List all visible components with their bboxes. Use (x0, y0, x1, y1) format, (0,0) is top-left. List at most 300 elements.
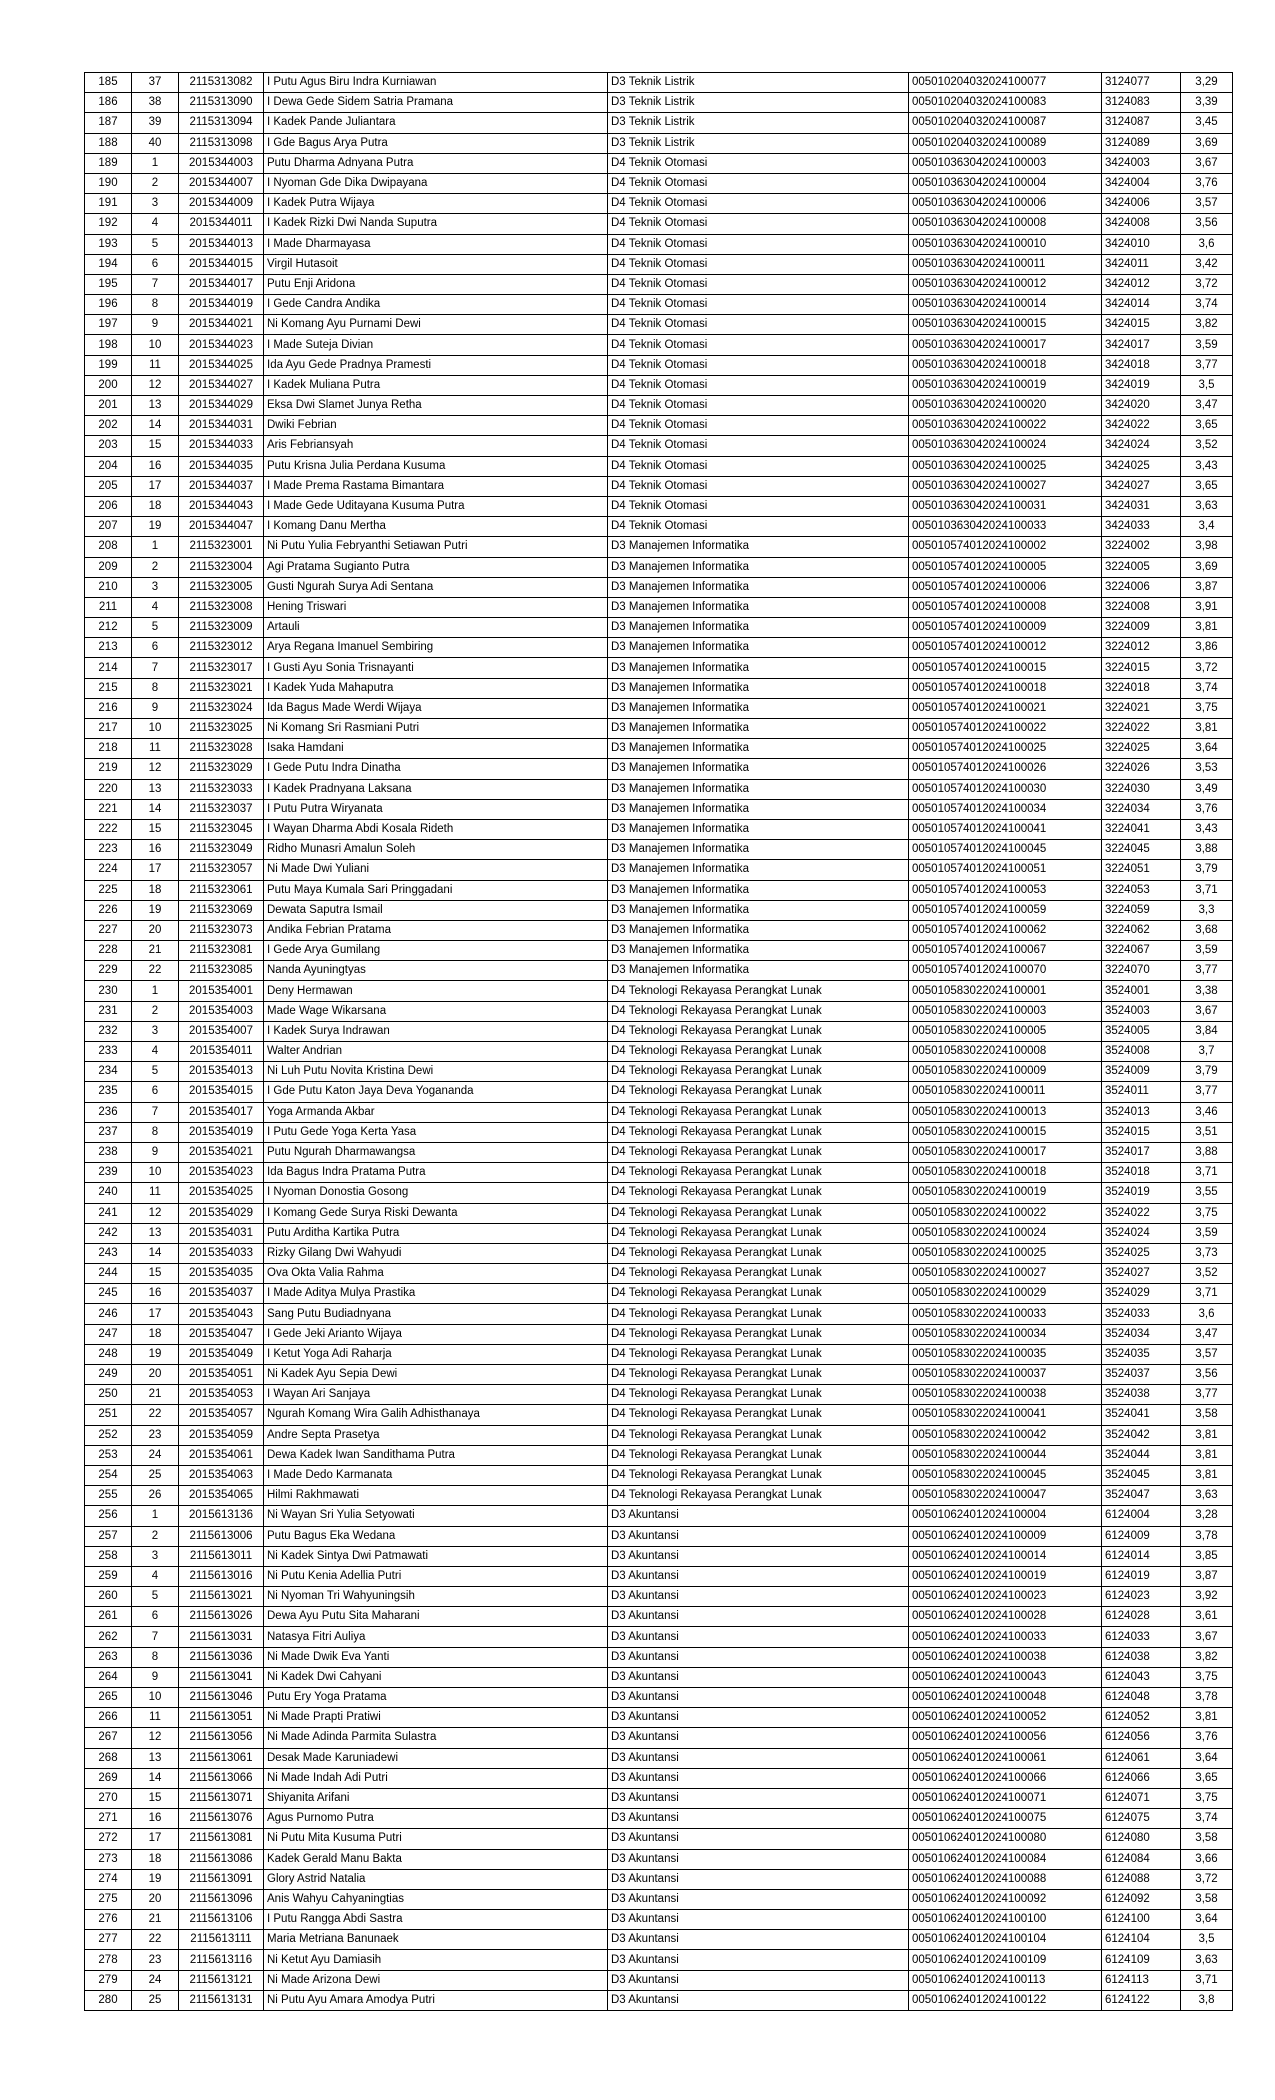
study-program-cell: D3 Akuntansi (608, 1546, 909, 1566)
group-number-cell: 12 (132, 759, 179, 779)
gpa-cell: 3,71 (1181, 880, 1233, 900)
registration-number-cell: 6124066 (1102, 1768, 1181, 1788)
student-name-cell: Ni Kadek Sintya Dwi Patmawati (264, 1546, 608, 1566)
row-number-cell: 187 (85, 113, 132, 133)
row-number-cell: 249 (85, 1365, 132, 1385)
certificate-number-cell: 005010583022024100045 (909, 1465, 1102, 1485)
student-id-cell: 2115613121 (179, 1970, 264, 1990)
row-number-cell: 219 (85, 759, 132, 779)
registration-number-cell: 6124004 (1102, 1506, 1181, 1526)
row-number-cell: 268 (85, 1748, 132, 1768)
registration-number-cell: 3124089 (1102, 133, 1181, 153)
certificate-number-cell: 005010583022024100017 (909, 1142, 1102, 1162)
study-program-cell: D3 Manajemen Informatika (608, 678, 909, 698)
group-number-cell: 10 (132, 1688, 179, 1708)
gpa-cell: 3,46 (1181, 1102, 1233, 1122)
group-number-cell: 14 (132, 1243, 179, 1263)
study-program-cell: D3 Manajemen Informatika (608, 597, 909, 617)
certificate-number-cell: 005010363042024100012 (909, 274, 1102, 294)
certificate-number-cell: 005010583022024100018 (909, 1163, 1102, 1183)
student-id-cell: 2115613116 (179, 1950, 264, 1970)
group-number-cell: 23 (132, 1950, 179, 1970)
student-id-cell: 2115613066 (179, 1768, 264, 1788)
table-row (85, 1163, 1233, 1183)
student-name-cell: I Wayan Ari Sanjaya (264, 1385, 608, 1405)
student-id-cell: 2115323085 (179, 961, 264, 981)
registration-number-cell: 3424012 (1102, 274, 1181, 294)
gpa-cell: 3,77 (1181, 1082, 1233, 1102)
certificate-number-cell: 005010583022024100025 (909, 1243, 1102, 1263)
certificate-number-cell: 005010363042024100003 (909, 153, 1102, 173)
certificate-number-cell: 005010583022024100003 (909, 1001, 1102, 1021)
study-program-cell: D3 Manajemen Informatika (608, 759, 909, 779)
study-program-cell: D3 Manajemen Informatika (608, 920, 909, 940)
row-number-cell: 253 (85, 1445, 132, 1465)
row-number-cell: 220 (85, 779, 132, 799)
gpa-cell: 3,6 (1181, 234, 1233, 254)
student-id-cell: 2115613016 (179, 1566, 264, 1586)
gpa-cell: 3,77 (1181, 355, 1233, 375)
study-program-cell: D3 Manajemen Informatika (608, 941, 909, 961)
row-number-cell: 270 (85, 1788, 132, 1808)
table-row (85, 1486, 1233, 1506)
group-number-cell: 14 (132, 799, 179, 819)
registration-number-cell: 3224012 (1102, 638, 1181, 658)
certificate-number-cell: 005010204032024100087 (909, 113, 1102, 133)
row-number-cell: 262 (85, 1627, 132, 1647)
study-program-cell: D3 Akuntansi (608, 1930, 909, 1950)
table-row (85, 1062, 1233, 1082)
registration-number-cell: 6124122 (1102, 1990, 1181, 2010)
registration-number-cell: 3224041 (1102, 819, 1181, 839)
student-id-cell: 2115323012 (179, 638, 264, 658)
certificate-number-cell: 005010624012024100052 (909, 1708, 1102, 1728)
student-name-cell: Arya Regana Imanuel Sembiring (264, 638, 608, 658)
row-number-cell: 227 (85, 920, 132, 940)
student-name-cell: I Dewa Gede Sidem Satria Pramana (264, 93, 608, 113)
group-number-cell: 15 (132, 1264, 179, 1284)
student-id-cell: 2015354003 (179, 1001, 264, 1021)
row-number-cell: 209 (85, 557, 132, 577)
gpa-cell: 3,71 (1181, 1163, 1233, 1183)
certificate-number-cell: 005010574012024100026 (909, 759, 1102, 779)
table-row (85, 214, 1233, 234)
table-row (85, 436, 1233, 456)
student-id-cell: 2115323049 (179, 840, 264, 860)
registration-number-cell: 6124100 (1102, 1910, 1181, 1930)
group-number-cell: 2 (132, 1001, 179, 1021)
row-number-cell: 189 (85, 153, 132, 173)
gpa-cell: 3,75 (1181, 1203, 1233, 1223)
student-id-cell: 2115323057 (179, 860, 264, 880)
registration-number-cell: 3424031 (1102, 496, 1181, 516)
row-number-cell: 196 (85, 295, 132, 315)
row-number-cell: 251 (85, 1405, 132, 1425)
table-row (85, 698, 1233, 718)
row-number-cell: 199 (85, 355, 132, 375)
student-id-cell: 2115613086 (179, 1849, 264, 1869)
table-row (85, 1526, 1233, 1546)
row-number-cell: 239 (85, 1163, 132, 1183)
group-number-cell: 15 (132, 436, 179, 456)
certificate-number-cell: 005010624012024100019 (909, 1566, 1102, 1586)
certificate-number-cell: 005010624012024100113 (909, 1970, 1102, 1990)
group-number-cell: 11 (132, 739, 179, 759)
table-row (85, 1910, 1233, 1930)
registration-number-cell: 3524034 (1102, 1324, 1181, 1344)
student-id-cell: 2015344047 (179, 517, 264, 537)
row-number-cell: 263 (85, 1647, 132, 1667)
row-number-cell: 261 (85, 1607, 132, 1627)
group-number-cell: 6 (132, 254, 179, 274)
table-row (85, 577, 1233, 597)
row-number-cell: 240 (85, 1183, 132, 1203)
group-number-cell: 1 (132, 537, 179, 557)
gpa-cell: 3,69 (1181, 133, 1233, 153)
student-id-cell: 2015354021 (179, 1142, 264, 1162)
group-number-cell: 16 (132, 456, 179, 476)
row-number-cell: 215 (85, 678, 132, 698)
study-program-cell: D4 Teknik Otomasi (608, 456, 909, 476)
table-row (85, 456, 1233, 476)
group-number-cell: 13 (132, 1748, 179, 1768)
gpa-cell: 3,77 (1181, 961, 1233, 981)
certificate-number-cell: 005010624012024100084 (909, 1849, 1102, 1869)
study-program-cell: D3 Manajemen Informatika (608, 779, 909, 799)
student-name-cell: Ni Kadek Ayu Sepia Dewi (264, 1365, 608, 1385)
registration-number-cell: 3424025 (1102, 456, 1181, 476)
certificate-number-cell: 005010574012024100022 (909, 719, 1102, 739)
table-row (85, 1405, 1233, 1425)
gpa-cell: 3,75 (1181, 1788, 1233, 1808)
registration-number-cell: 3424015 (1102, 315, 1181, 335)
group-number-cell: 18 (132, 1324, 179, 1344)
gpa-cell: 3,4 (1181, 517, 1233, 537)
certificate-number-cell: 005010583022024100013 (909, 1102, 1102, 1122)
certificate-number-cell: 005010624012024100092 (909, 1889, 1102, 1909)
table-row (85, 1183, 1233, 1203)
study-program-cell: D3 Teknik Listrik (608, 73, 909, 93)
row-number-cell: 214 (85, 658, 132, 678)
certificate-number-cell: 005010204032024100083 (909, 93, 1102, 113)
table-row (85, 1385, 1233, 1405)
table-row (85, 1344, 1233, 1364)
student-name-cell: Dewata Saputra Ismail (264, 900, 608, 920)
certificate-number-cell: 005010363042024100020 (909, 396, 1102, 416)
student-name-cell: Ni Komang Sri Rasmiani Putri (264, 719, 608, 739)
row-number-cell: 235 (85, 1082, 132, 1102)
student-name-cell: Ngurah Komang Wira Galih Adhisthanaya (264, 1405, 608, 1425)
row-number-cell: 216 (85, 698, 132, 718)
gpa-cell: 3,58 (1181, 1829, 1233, 1849)
table-row (85, 1445, 1233, 1465)
student-name-cell: I Komang Gede Surya Riski Dewanta (264, 1203, 608, 1223)
study-program-cell: D4 Teknologi Rekayasa Perangkat Lunak (608, 1365, 909, 1385)
table-row (85, 1667, 1233, 1687)
registration-number-cell: 3524047 (1102, 1486, 1181, 1506)
group-number-cell: 11 (132, 1183, 179, 1203)
student-id-cell: 2115323033 (179, 779, 264, 799)
study-program-cell: D4 Teknologi Rekayasa Perangkat Lunak (608, 1021, 909, 1041)
certificate-number-cell: 005010624012024100061 (909, 1748, 1102, 1768)
gpa-cell: 3,3 (1181, 900, 1233, 920)
row-number-cell: 258 (85, 1546, 132, 1566)
gpa-cell: 3,6 (1181, 1304, 1233, 1324)
table-row (85, 194, 1233, 214)
certificate-number-cell: 005010363042024100010 (909, 234, 1102, 254)
group-number-cell: 10 (132, 1163, 179, 1183)
table-row (85, 315, 1233, 335)
table-row (85, 961, 1233, 981)
student-name-cell: Putu Ery Yoga Pratama (264, 1688, 608, 1708)
registration-number-cell: 3224070 (1102, 961, 1181, 981)
registration-number-cell: 3424014 (1102, 295, 1181, 315)
student-name-cell: Dewa Kadek Iwan Sandithama Putra (264, 1445, 608, 1465)
table-row (85, 1122, 1233, 1142)
table-row (85, 1809, 1233, 1829)
student-name-cell: Putu Bagus Eka Wedana (264, 1526, 608, 1546)
student-name-cell: Putu Krisna Julia Perdana Kusuma (264, 456, 608, 476)
registration-number-cell: 3224006 (1102, 577, 1181, 597)
gpa-cell: 3,67 (1181, 1627, 1233, 1647)
row-number-cell: 201 (85, 396, 132, 416)
gpa-cell: 3,72 (1181, 1869, 1233, 1889)
study-program-cell: D3 Akuntansi (608, 1910, 909, 1930)
registration-number-cell: 3424033 (1102, 517, 1181, 537)
student-id-cell: 2115323004 (179, 557, 264, 577)
certificate-number-cell: 005010583022024100044 (909, 1445, 1102, 1465)
group-number-cell: 24 (132, 1445, 179, 1465)
gpa-cell: 3,79 (1181, 1062, 1233, 1082)
study-program-cell: D3 Akuntansi (608, 1708, 909, 1728)
certificate-number-cell: 005010624012024100023 (909, 1587, 1102, 1607)
study-program-cell: D4 Teknologi Rekayasa Perangkat Lunak (608, 1304, 909, 1324)
table-row (85, 880, 1233, 900)
student-id-cell: 2015354059 (179, 1425, 264, 1445)
gpa-cell: 3,63 (1181, 1486, 1233, 1506)
table-row (85, 678, 1233, 698)
study-program-cell: D3 Manajemen Informatika (608, 799, 909, 819)
student-name-cell: Ova Okta Valia Rahma (264, 1264, 608, 1284)
gpa-cell: 3,81 (1181, 1445, 1233, 1465)
student-id-cell: 2015354037 (179, 1284, 264, 1304)
study-program-cell: D3 Teknik Listrik (608, 133, 909, 153)
registration-number-cell: 3524038 (1102, 1385, 1181, 1405)
certificate-number-cell: 005010624012024100004 (909, 1506, 1102, 1526)
row-number-cell: 257 (85, 1526, 132, 1546)
table-row (85, 1950, 1233, 1970)
gpa-cell: 3,5 (1181, 1930, 1233, 1950)
gpa-cell: 3,43 (1181, 456, 1233, 476)
row-number-cell: 275 (85, 1889, 132, 1909)
table-row (85, 295, 1233, 315)
gpa-cell: 3,45 (1181, 113, 1233, 133)
gpa-cell: 3,85 (1181, 1546, 1233, 1566)
student-name-cell: Hening Triswari (264, 597, 608, 617)
study-program-cell: D3 Manajemen Informatika (608, 638, 909, 658)
registration-number-cell: 6124084 (1102, 1849, 1181, 1869)
group-number-cell: 16 (132, 1809, 179, 1829)
student-name-cell: Putu Maya Kumala Sari Pringgadani (264, 880, 608, 900)
student-id-cell: 2015344043 (179, 496, 264, 516)
study-program-cell: D4 Teknologi Rekayasa Perangkat Lunak (608, 1445, 909, 1465)
registration-number-cell: 3224062 (1102, 920, 1181, 940)
student-name-cell: Aris Febriansyah (264, 436, 608, 456)
group-number-cell: 24 (132, 1970, 179, 1990)
group-number-cell: 21 (132, 941, 179, 961)
gpa-cell: 3,67 (1181, 1001, 1233, 1021)
student-name-cell: Eksa Dwi Slamet Junya Retha (264, 396, 608, 416)
certificate-number-cell: 005010583022024100008 (909, 1042, 1102, 1062)
student-id-cell: 2015354063 (179, 1465, 264, 1485)
student-id-cell: 2115323037 (179, 799, 264, 819)
certificate-number-cell: 005010583022024100001 (909, 981, 1102, 1001)
table-row (85, 638, 1233, 658)
table-row (85, 517, 1233, 537)
student-name-cell: Ni Made Dwi Yuliani (264, 860, 608, 880)
group-number-cell: 25 (132, 1465, 179, 1485)
row-number-cell: 254 (85, 1465, 132, 1485)
study-program-cell: D4 Teknologi Rekayasa Perangkat Lunak (608, 1486, 909, 1506)
registration-number-cell: 3524017 (1102, 1142, 1181, 1162)
certificate-number-cell: 005010583022024100035 (909, 1344, 1102, 1364)
gpa-cell: 3,88 (1181, 840, 1233, 860)
registration-number-cell: 3424003 (1102, 153, 1181, 173)
student-name-cell: Ni Putu Mita Kusuma Putri (264, 1829, 608, 1849)
student-id-cell: 2115613021 (179, 1587, 264, 1607)
certificate-number-cell: 005010574012024100034 (909, 799, 1102, 819)
study-program-cell: D4 Teknologi Rekayasa Perangkat Lunak (608, 1465, 909, 1485)
row-number-cell: 206 (85, 496, 132, 516)
row-number-cell: 207 (85, 517, 132, 537)
student-table (84, 72, 1233, 2011)
certificate-number-cell: 005010204032024100089 (909, 133, 1102, 153)
study-program-cell: D4 Teknologi Rekayasa Perangkat Lunak (608, 1243, 909, 1263)
study-program-cell: D4 Teknik Otomasi (608, 496, 909, 516)
student-name-cell: Virgil Hutasoit (264, 254, 608, 274)
registration-number-cell: 3524018 (1102, 1163, 1181, 1183)
certificate-number-cell: 005010624012024100104 (909, 1930, 1102, 1950)
student-name-cell: Ni Kadek Dwi Cahyani (264, 1667, 608, 1687)
registration-number-cell: 3224018 (1102, 678, 1181, 698)
table-row (85, 739, 1233, 759)
registration-number-cell: 3524013 (1102, 1102, 1181, 1122)
group-number-cell: 6 (132, 638, 179, 658)
study-program-cell: D4 Teknik Otomasi (608, 396, 909, 416)
student-name-cell: Andika Febrian Pratama (264, 920, 608, 940)
student-id-cell: 2115313090 (179, 93, 264, 113)
registration-number-cell: 3224067 (1102, 941, 1181, 961)
study-program-cell: D4 Teknologi Rekayasa Perangkat Lunak (608, 1142, 909, 1162)
table-row (85, 1708, 1233, 1728)
study-program-cell: D3 Manajemen Informatika (608, 860, 909, 880)
student-id-cell: 2015354029 (179, 1203, 264, 1223)
study-program-cell: D3 Akuntansi (608, 1950, 909, 1970)
student-name-cell: Putu Enji Aridona (264, 274, 608, 294)
study-program-cell: D4 Teknologi Rekayasa Perangkat Lunak (608, 1223, 909, 1243)
table-row (85, 93, 1233, 113)
table-row (85, 1970, 1233, 1990)
row-number-cell: 221 (85, 799, 132, 819)
certificate-number-cell: 005010624012024100088 (909, 1869, 1102, 1889)
student-name-cell: Made Wage Wikarsana (264, 1001, 608, 1021)
study-program-cell: D3 Manajemen Informatika (608, 618, 909, 638)
gpa-cell: 3,57 (1181, 194, 1233, 214)
student-id-cell: 2015354011 (179, 1042, 264, 1062)
student-id-cell: 2015344037 (179, 476, 264, 496)
certificate-number-cell: 005010583022024100034 (909, 1324, 1102, 1344)
table-row (85, 254, 1233, 274)
gpa-cell: 3,57 (1181, 1344, 1233, 1364)
student-id-cell: 2115313098 (179, 133, 264, 153)
registration-number-cell: 6124043 (1102, 1667, 1181, 1687)
study-program-cell: D3 Manajemen Informatika (608, 880, 909, 900)
gpa-cell: 3,58 (1181, 1889, 1233, 1909)
row-number-cell: 203 (85, 436, 132, 456)
student-name-cell: I Gede Candra Andika (264, 295, 608, 315)
certificate-number-cell: 005010624012024100038 (909, 1647, 1102, 1667)
student-name-cell: Deny Hermawan (264, 981, 608, 1001)
group-number-cell: 22 (132, 1930, 179, 1950)
row-number-cell: 231 (85, 1001, 132, 1021)
certificate-number-cell: 005010583022024100005 (909, 1021, 1102, 1041)
gpa-cell: 3,38 (1181, 981, 1233, 1001)
row-number-cell: 224 (85, 860, 132, 880)
gpa-cell: 3,74 (1181, 678, 1233, 698)
registration-number-cell: 3524042 (1102, 1425, 1181, 1445)
student-name-cell: I Ketut Yoga Adi Raharja (264, 1344, 608, 1364)
table-row (85, 1001, 1233, 1021)
study-program-cell: D3 Manajemen Informatika (608, 961, 909, 981)
row-number-cell: 274 (85, 1869, 132, 1889)
gpa-cell: 3,88 (1181, 1142, 1233, 1162)
row-number-cell: 250 (85, 1385, 132, 1405)
certificate-number-cell: 005010583022024100015 (909, 1122, 1102, 1142)
student-name-cell: I Made Prema Rastama Bimantara (264, 476, 608, 496)
group-number-cell: 13 (132, 779, 179, 799)
student-name-cell: I Putu Gede Yoga Kerta Yasa (264, 1122, 608, 1142)
group-number-cell: 13 (132, 396, 179, 416)
registration-number-cell: 3524009 (1102, 1062, 1181, 1082)
row-number-cell: 200 (85, 375, 132, 395)
student-name-cell: Ni Putu Yulia Febryanthi Setiawan Putri (264, 537, 608, 557)
table-row (85, 658, 1233, 678)
group-number-cell: 9 (132, 698, 179, 718)
row-number-cell: 195 (85, 274, 132, 294)
group-number-cell: 5 (132, 618, 179, 638)
registration-number-cell: 3524015 (1102, 1122, 1181, 1142)
table-row (85, 1506, 1233, 1526)
student-id-cell: 2015344023 (179, 335, 264, 355)
row-number-cell: 269 (85, 1768, 132, 1788)
group-number-cell: 2 (132, 173, 179, 193)
study-program-cell: D3 Akuntansi (608, 1889, 909, 1909)
registration-number-cell: 3524022 (1102, 1203, 1181, 1223)
study-program-cell: D3 Akuntansi (608, 1647, 909, 1667)
gpa-cell: 3,63 (1181, 1950, 1233, 1970)
gpa-cell: 3,82 (1181, 1647, 1233, 1667)
gpa-cell: 3,58 (1181, 1405, 1233, 1425)
gpa-cell: 3,81 (1181, 618, 1233, 638)
group-number-cell: 14 (132, 1768, 179, 1788)
group-number-cell: 39 (132, 113, 179, 133)
study-program-cell: D4 Teknik Otomasi (608, 335, 909, 355)
study-program-cell: D3 Akuntansi (608, 1688, 909, 1708)
certificate-number-cell: 005010574012024100018 (909, 678, 1102, 698)
study-program-cell: D4 Teknologi Rekayasa Perangkat Lunak (608, 1001, 909, 1021)
table-row (85, 1021, 1233, 1041)
row-number-cell: 246 (85, 1304, 132, 1324)
